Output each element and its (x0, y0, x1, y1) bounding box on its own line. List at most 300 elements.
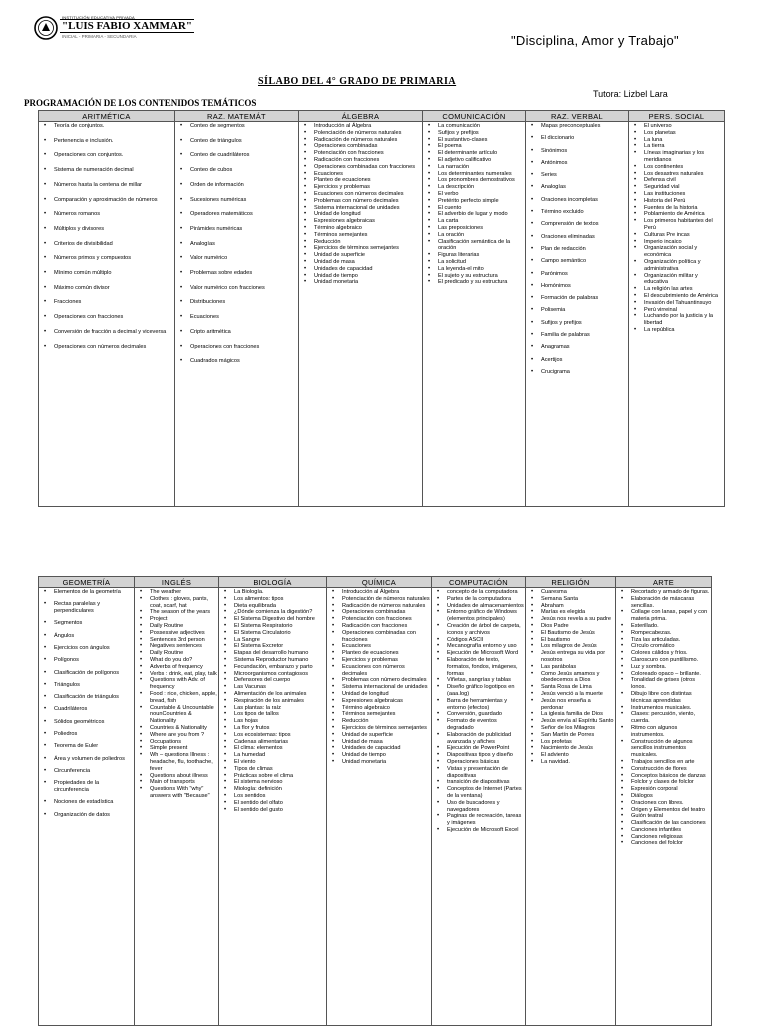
topic-item: • Esterillado. (617, 623, 710, 630)
topic-item: • Máximo común divisor (40, 285, 173, 292)
topic-item: • La descripción (424, 184, 524, 191)
topic-item: • Organización política y administrativa (630, 259, 723, 273)
topic-item: • Problemas sobre edades (176, 270, 297, 277)
topic-item: • Sólidos geométricos (40, 719, 133, 726)
topic-item: • Ejecución de Microsoft Word (433, 650, 524, 657)
topic-item: • Homónimos (527, 283, 627, 290)
topic-item: • Jesús entrega su vida por nosotros (527, 650, 614, 664)
topic-item: • Luz y sombra. (617, 664, 710, 671)
topic-item: • Elaboración de publicidad avanzada y afiches (433, 732, 524, 746)
topic-item: • Unidad de masa (300, 259, 421, 266)
topic-item: • Ejecución de PowerPoint (433, 745, 524, 752)
topic-item: • Expresiones algebraicas (328, 698, 430, 705)
topic-item: • Los desastres naturales (630, 171, 723, 178)
topic-item: • Countable & Uncountable nounCountries & Nationality (136, 705, 217, 725)
topic-item: • El verbo (424, 191, 524, 198)
topic-item: • Señor de los Milagros (527, 725, 614, 732)
subject-header-algebra: ÁLGEBRA (299, 111, 423, 122)
topic-item: • Circunferencia (40, 768, 133, 775)
topics-cell-religion (526, 588, 616, 1026)
topic-item: • Semana Santa (527, 596, 614, 603)
topic-item: • San Martín de Porres (527, 732, 614, 739)
topic-item: • Sistema de numeración decimal (40, 167, 173, 174)
topic-item: • La leyenda-el mito (424, 266, 524, 273)
school-seal-icon (34, 16, 58, 40)
topic-item: • Vistas y presentación de diapositivas (433, 766, 524, 780)
topic-item: • Valor numérico (176, 255, 297, 262)
topic-item: • Culturas Pre incas (630, 232, 723, 239)
topic-item: • La narración (424, 164, 524, 171)
topics-cell-algebra (299, 122, 423, 507)
topics-cell-quimica (327, 588, 432, 1026)
topic-item: • Trabajos sencillos en arte (617, 759, 710, 766)
topic-item: • Marías es elegida (527, 609, 614, 616)
topic-item: • Operadores matemáticos (176, 211, 297, 218)
topic-item: • Radicación de números naturales (328, 603, 430, 610)
topic-item: • El cuento (424, 205, 524, 212)
topic-item: • Ecuaciones (176, 314, 297, 321)
topic-item: • Crucigrama (527, 369, 627, 376)
topic-item: • Operaciones con conjuntos. (40, 152, 173, 159)
topic-item: • Oraciones eliminadas (527, 234, 627, 241)
topic-item: • La Sangre (220, 637, 325, 644)
subject-header-aritmetica: ARITMÉTICA (39, 111, 175, 122)
topic-item: • Occupations (136, 739, 217, 746)
topic-item: • Introducción al Álgebra (300, 123, 421, 130)
topic-item: • Conceptos básicos de danzas (617, 773, 710, 780)
tutor-name: Tutora: Lizbel Lara (593, 89, 668, 99)
topic-item: • Términos semejantes (328, 711, 430, 718)
topic-item: • Operaciones con fracciones (40, 314, 173, 321)
topic-item: • Mínimo común múltiplo (40, 270, 173, 277)
topic-item: • Questions With "why" answers with "Because" (136, 786, 217, 800)
topic-item: • Líneas imaginarias y los meridianos (630, 150, 723, 164)
topic-item: • Los profetas (527, 739, 614, 746)
topic-item: • Series (527, 172, 627, 179)
topic-item: • Creación de árbol de carpeta, iconos y archivos (433, 623, 524, 637)
topic-item: • Conversión, guardado (433, 711, 524, 718)
topic-item: • Sucesiones numéricas (176, 197, 297, 204)
subject-header-biologia: BIOLOGÍA (219, 577, 327, 588)
topic-item: • Oraciones con libres. (617, 800, 710, 807)
school-logo (34, 15, 192, 43)
topic-item: • The weather (136, 589, 217, 596)
topic-item: • Pirámides numéricas (176, 226, 297, 233)
topic-item: • What do you do? (136, 657, 217, 664)
topic-item: • Ejercicios y problemas (328, 657, 430, 664)
topics-cell-computacion (432, 588, 526, 1026)
topics-cell-raz-verbal (526, 122, 629, 507)
topic-item: • Historia del Perú (630, 198, 723, 205)
topic-item: • Las hojas (220, 718, 325, 725)
topic-item: • Formación de palabras (527, 295, 627, 302)
topic-item: • La república (630, 327, 723, 334)
topic-item: • El predicado y su estructura (424, 279, 524, 286)
topic-item: • Campo semántico (527, 258, 627, 265)
topic-item: • Criterios de divisibilidad (40, 241, 173, 248)
topic-item: • Comparación y aproximación de números (40, 197, 173, 204)
topic-item: • Números romanos (40, 211, 173, 218)
topic-item: • Colores cálidos y fríos. (617, 650, 710, 657)
topic-item: • Propiedades de la circunferencia (40, 780, 133, 794)
topic-item: • Unidad de longitud (300, 211, 421, 218)
topics-cell-geometria (39, 588, 135, 1026)
topic-item: • Project (136, 616, 217, 623)
topic-item: • Radicación de números naturales (300, 137, 421, 144)
topic-item: • Comprensión de textos (527, 221, 627, 228)
topics-cell-raz-matemat (175, 122, 299, 507)
topic-item: • Clasificación semántica de la oración (424, 239, 524, 253)
topic-item: • Los sentidos (220, 793, 325, 800)
topic-item: • Polenciación de números naturales (300, 130, 421, 137)
topic-item: • El clima: elementos (220, 745, 325, 752)
topic-item: • El Sistema Circulatorio (220, 630, 325, 637)
topic-item: • Canciones religiosas (617, 834, 710, 841)
institution-type: INSTITUCIÓN EDUCATIVA PRIVADA (62, 15, 135, 20)
topic-item: • Organización social y económica (630, 245, 723, 259)
topic-item: • Collage con lanas, papel y con materia prima. (617, 609, 710, 623)
topic-item: • Pertenencia e inclusión. (40, 138, 173, 145)
topic-item: • Reducción (300, 239, 421, 246)
subject-header-comunicacion: COMUNICACIÓN (423, 111, 526, 122)
topic-item: • Conteo de cubos (176, 167, 297, 174)
topic-item: • Teorema de Euler (40, 743, 133, 750)
topic-item: • Planteo de ecuaciones (300, 177, 421, 184)
topic-item: • Jesús nos enseña a perdonar (527, 698, 614, 712)
topic-item: • Los ecosistemas: tipos (220, 732, 325, 739)
topic-item: • Anagramas (527, 344, 627, 351)
topic-item: • Folclor y clases de folclor (617, 779, 710, 786)
topic-item: • Conversión de fracción a decimal y viceversa (40, 329, 173, 336)
topic-item: • Seguridad vial (630, 184, 723, 191)
topic-item: • Analogías (527, 184, 627, 191)
topic-item: • Unidad monetaria (300, 279, 421, 286)
topic-item: • El Sistema Digestivo del hombre (220, 616, 325, 623)
topic-item: • Etapas del desarrollo humano (220, 650, 325, 657)
topics-cell-aritmetica (39, 122, 175, 507)
topics-cell-biologia (219, 588, 327, 1026)
topic-item: • Organización militar y educativa (630, 273, 723, 287)
topic-item: • Los tipos de tallos (220, 711, 325, 718)
topic-item: • Expresión corporal (617, 786, 710, 793)
topic-item: • Formato de eventos degradado (433, 718, 524, 732)
topic-item: • Analogías (176, 241, 297, 248)
topic-item: • Sistema internacional de unidades (300, 205, 421, 212)
topic-item: • Jesús nos revela a su padre (527, 616, 614, 623)
topic-item: • Polígonos (40, 657, 133, 664)
topic-item: • Conteo de segmentos (176, 123, 297, 130)
topic-item: • Canciones del folclor (617, 840, 710, 847)
topic-item: • La religión las artes (630, 286, 723, 293)
topic-item: • Segmentos (40, 620, 133, 627)
topic-item: • El Bautismo de Jesús (527, 630, 614, 637)
topic-item: • Uso de buscadores y navegadores (433, 800, 524, 814)
topic-item: • Imperio incaico (630, 239, 723, 246)
topic-item: • Prácticas sobre el clima (220, 773, 325, 780)
topic-item: • Mapas preconceptuales (527, 123, 627, 130)
topic-item: • Radicación con fracciones (300, 157, 421, 164)
topic-item: • Números primos y compuestos (40, 255, 173, 262)
topic-item: • El sujeto y su estructura (424, 273, 524, 280)
topic-item: • ¿Dónde comienza la digestión? (220, 609, 325, 616)
topic-item: • Negatives sentences (136, 643, 217, 650)
topic-item: • El adjetivo calificativo (424, 157, 524, 164)
topic-item: • Sufijos y prefijos (424, 130, 524, 137)
topic-item: • Plan de redacción (527, 246, 627, 253)
topic-item: • Cadenas alimentarias (220, 739, 325, 746)
topic-item: • Los alimentos: tipos (220, 596, 325, 603)
school-motto: "Disciplina, Amor y Trabajo" (511, 33, 679, 48)
topic-item: • El Sistema Respiratorio (220, 623, 325, 630)
topic-item: • Operaciones combinadas (300, 143, 421, 150)
subject-header-geometria: GEOMETRÍA (39, 577, 135, 588)
topic-item: • Diálogos (617, 793, 710, 800)
topic-item: • Poliedros (40, 731, 133, 738)
topic-item: • La navidad. (527, 759, 614, 766)
topic-item: • Oraciones incompletas (527, 197, 627, 204)
topic-item: • El sentido del gusto (220, 807, 325, 814)
topic-item: • La flor y frutos (220, 725, 325, 732)
topic-item: • Fuentes de la historia (630, 205, 723, 212)
topic-item: • Food : rice, chicken, apple, bread, fish (136, 691, 217, 705)
topic-item: • Tiza las articuladas. (617, 637, 710, 644)
topic-item: • Operaciones con números decimales (40, 344, 173, 351)
subject-header-quimica: QUÍMICA (327, 577, 432, 588)
topic-item: • Radicación con fracciones (328, 623, 430, 630)
topic-item: • El universo (630, 123, 723, 130)
subject-header-arte: ARTE (616, 577, 712, 588)
topic-item: • Operaciones básicas (433, 759, 524, 766)
topic-item: • Potenciación con fracciones (328, 616, 430, 623)
topic-item: • Barra de herramientas y entorno (efectos) (433, 698, 524, 712)
topic-item: • Dieta equilibrada (220, 603, 325, 610)
topic-item: • Ejercicios de términos semejantes (328, 725, 430, 732)
topic-item: • Las preposiciones (424, 225, 524, 232)
topic-item: • La Biología. (220, 589, 325, 596)
document-title: SÍLABO DEL 4° GRADO DE PRIMARIA (258, 76, 457, 87)
topic-item: • Fracciones (40, 299, 173, 306)
topic-item: • Círculo cromático (617, 643, 710, 650)
topic-item: • Claroscuro con puntillismo. (617, 657, 710, 664)
topic-item: • Problemas con número decimales (300, 198, 421, 205)
topic-item: • Orden de información (176, 182, 297, 189)
topic-item: • Potenciación con fracciones (300, 150, 421, 157)
topic-item: • La iglesia familia de Dios (527, 711, 614, 718)
topic-item: • Cuaresma (527, 589, 614, 596)
topic-item: • Possessive adjectives (136, 630, 217, 637)
topic-item: • La comunicación (424, 123, 524, 130)
topic-item: • Conteo de cuadriláteros (176, 152, 297, 159)
subject-header-pers-social: PERS. SOCIAL (629, 111, 725, 122)
topic-item: • Sentences 3rd person (136, 637, 217, 644)
topic-item: • Partes de la computadora (433, 596, 524, 603)
topic-item: • El sustantivo-clases (424, 137, 524, 144)
topic-item: • Unidad de superficie (300, 252, 421, 259)
topic-item: • El sentido del olfato (220, 800, 325, 807)
topic-item: • Cripto aritmética (176, 329, 297, 336)
topic-item: • La carta (424, 218, 524, 225)
topic-item: • Las instituciones (630, 191, 723, 198)
topic-item: • Figuras literarias (424, 252, 524, 259)
topic-item: • Acertijos (527, 357, 627, 364)
topic-item: • Daily Routine (136, 623, 217, 630)
topic-item: • Respiración de los animales (220, 698, 325, 705)
topic-item: • Cuadriláteros (40, 706, 133, 713)
topic-item: • Problemas con número decimales (328, 677, 430, 684)
topic-item: • Paginas de recreación, tareas y imágenes (433, 813, 524, 827)
subject-header-ingles: INGLÉS (135, 577, 219, 588)
topic-item: • Planteo de ecuaciones (328, 650, 430, 657)
topic-item: • Conteo de triángulos (176, 138, 297, 145)
topic-item: • Construcción de flores (617, 766, 710, 773)
topic-item: • Dibujo libre con distintas técnicas aprendidas (617, 691, 710, 705)
topic-item: • Teoría de conjuntos. (40, 123, 173, 130)
topic-item: • El poema (424, 143, 524, 150)
topic-item: • Códigos ASCII (433, 637, 524, 644)
topic-item: • Elaboración de máscaras sencillas. (617, 596, 710, 610)
topic-item: • El adviento (527, 752, 614, 759)
topic-item: • Jesús envía al Espíritu Santo (527, 718, 614, 725)
topics-cell-pers-social (629, 122, 725, 507)
subject-header-religion: RELIGIÓN (526, 577, 616, 588)
topic-item: • Área y volumen de poliedros (40, 756, 133, 763)
topic-item: • Triángulos (40, 682, 133, 689)
topic-item: • Unidad de masa (328, 739, 430, 746)
topic-item: • Los planetas (630, 130, 723, 137)
topic-item: • Ecuaciones (328, 643, 430, 650)
topic-item: • Ritmo con algunos instrumentos. (617, 725, 710, 739)
topic-item: • Mecanografía entorno y uso (433, 643, 524, 650)
topic-item: • Ejercicios y problemas (300, 184, 421, 191)
topic-item: • Viñetas, sangrías y tablas (433, 677, 524, 684)
topic-item: • Questions about illness (136, 773, 217, 780)
topic-item: • Unidad de tiempo (328, 752, 430, 759)
topic-item: • Ejercicios de términos semejantes (300, 245, 421, 252)
topic-item: • La humedad (220, 752, 325, 759)
topic-item: • Organización de datos (40, 812, 133, 819)
topic-item: • Unidad de longitud (328, 691, 430, 698)
topic-item: • Clasificación de triángulos (40, 694, 133, 701)
topic-item: • Números hasta la centena de millar (40, 182, 173, 189)
topic-item: • Operaciones combinadas con fracciones (328, 630, 430, 644)
topic-item: • Defensores del cuerpo (220, 677, 325, 684)
topic-item: • Canciones infantiles (617, 827, 710, 834)
institution-name: "LUIS FABIO XAMMAR" (62, 20, 192, 32)
topic-item: • Las Vacunas (220, 684, 325, 691)
syllabus-table-1 (38, 110, 725, 507)
subject-header-computacion: COMPUTACIÓN (432, 577, 526, 588)
topic-item: • Los determinantes numerales (424, 171, 524, 178)
topic-item: • Entorno gráfico de Windows (elementos principales) (433, 609, 524, 623)
topic-item: • Fecundación, embarazo y parto (220, 664, 325, 671)
topic-item: • Unidades de capacidad (328, 745, 430, 752)
topic-item: • Cuadrados mágicos (176, 358, 297, 365)
topic-item: • Diseño gráfico logotipos en (aaa.log) (433, 684, 524, 698)
topic-item: • El determinante artículo (424, 150, 524, 157)
topic-item: • Unidad de tiempo (300, 273, 421, 280)
section-heading: PROGRAMACIÓN DE LOS CONTENIDOS TEMÁTICOS (24, 98, 257, 108)
topic-item: • Término algebraico (328, 705, 430, 712)
topic-item: • La luna (630, 137, 723, 144)
topic-item: • Las parábolas (527, 664, 614, 671)
topic-item: • Ecuaciones con números decimales (328, 664, 430, 678)
topic-item: • Santa Rosa de Lima (527, 684, 614, 691)
topic-item: • El adverbio de lugar y modo (424, 211, 524, 218)
topic-item: • Alimentación de los animales (220, 691, 325, 698)
topic-item: • Reducción (328, 718, 430, 725)
topic-item: • Ejecución de Microsoft Excel (433, 827, 524, 834)
topic-item: • Poblamiento de América (630, 211, 723, 218)
topic-item: • Elementos de la geometría (40, 589, 133, 596)
topic-item: • Origen y Elementos del teatro (617, 807, 710, 814)
topic-item: • Construcción de algunos sencillos instrumentos musicales. (617, 739, 710, 759)
topic-item: • El bautismo (527, 637, 614, 644)
topic-item: • El descubrimiento de América (630, 293, 723, 300)
topic-item: • Unidad monetaria (328, 759, 430, 766)
topic-item: • Main of transports (136, 779, 217, 786)
topic-item: • Adverbs of frequency (136, 664, 217, 671)
topic-item: • Los continentes (630, 164, 723, 171)
topic-item: • El Sistema Excretor (220, 643, 325, 650)
topic-item: • Clasificación de polígonos (40, 670, 133, 677)
topic-item: • Valor numérico con fracciones (176, 285, 297, 292)
topic-item: • Nociones de estadística (40, 799, 133, 806)
subject-header-raz-verbal: RAZ. VERBAL (526, 111, 629, 122)
topic-item: • Unidad de superficie (328, 732, 430, 739)
topic-item: • Las plantas: la raíz (220, 705, 325, 712)
topic-item: • Microorganismos contagiosos (220, 671, 325, 678)
topics-cell-comunicacion (423, 122, 526, 507)
topic-item: • concepto de la computadora (433, 589, 524, 596)
topic-item: • Wh – questions Illness : headache, flu, toothache, fever (136, 752, 217, 772)
topic-item: • Antónimos (527, 160, 627, 167)
topic-item: • Sistema Reproductor humano (220, 657, 325, 664)
subject-header-raz-matemat: RAZ. MATEMÁT (175, 111, 299, 122)
topic-item: • Invasión del Tahuantinsuyo (630, 300, 723, 307)
topic-item: • Ecuaciones (300, 171, 421, 178)
topic-item: • The season of the years (136, 609, 217, 616)
topic-item: • Luchando por la justicia y la libertad (630, 313, 723, 327)
topic-item: • Nacimiento de Jesús (527, 745, 614, 752)
topic-item: • Jesús venció a la muerte (527, 691, 614, 698)
topic-item: • Tonalidad de grises (otros lonos. (617, 677, 710, 691)
topic-item: • La tierra (630, 143, 723, 150)
topic-item: • Familia de palabras (527, 332, 627, 339)
topic-item: • Potenciación de números naturales (328, 596, 430, 603)
topic-item: • Recortado y armado de figuras. (617, 589, 710, 596)
topic-item: • Ángulos (40, 633, 133, 640)
syllabus-table-2 (38, 576, 712, 1026)
topic-item: • Distribuciones (176, 299, 297, 306)
topic-item: • Término excluido (527, 209, 627, 216)
topic-item: • Ejercicios con ángulos (40, 645, 133, 652)
topic-item: • Defensa civil (630, 177, 723, 184)
topic-item: • Sufijos y prefijos (527, 320, 627, 327)
topic-item: • Countries & Nationality (136, 725, 217, 732)
topic-item: • Elaboración de texto, formatos, fondos, imágenes, formas (433, 657, 524, 677)
topic-item: • Rompecabezas. (617, 630, 710, 637)
topic-item: • Diapositivas tipos y diseño (433, 752, 524, 759)
topic-item: • Clasificación de las canciones (617, 820, 710, 827)
topic-item: • Sinónimos (527, 148, 627, 155)
topic-item: • Clases: percusión, viento, cuerda. (617, 711, 710, 725)
topic-item: • Conceptos de Internet (Partes de la ventana) (433, 786, 524, 800)
topic-item: • Dios Padre (527, 623, 614, 630)
topic-item: • Sistema internacional de unidades (328, 684, 430, 691)
topic-item: • Miología: definición (220, 786, 325, 793)
topic-item: • Clothes : gloves, pants, coat, scarf, hat (136, 596, 217, 610)
topic-item: • Ecuaciones con números decimales (300, 191, 421, 198)
